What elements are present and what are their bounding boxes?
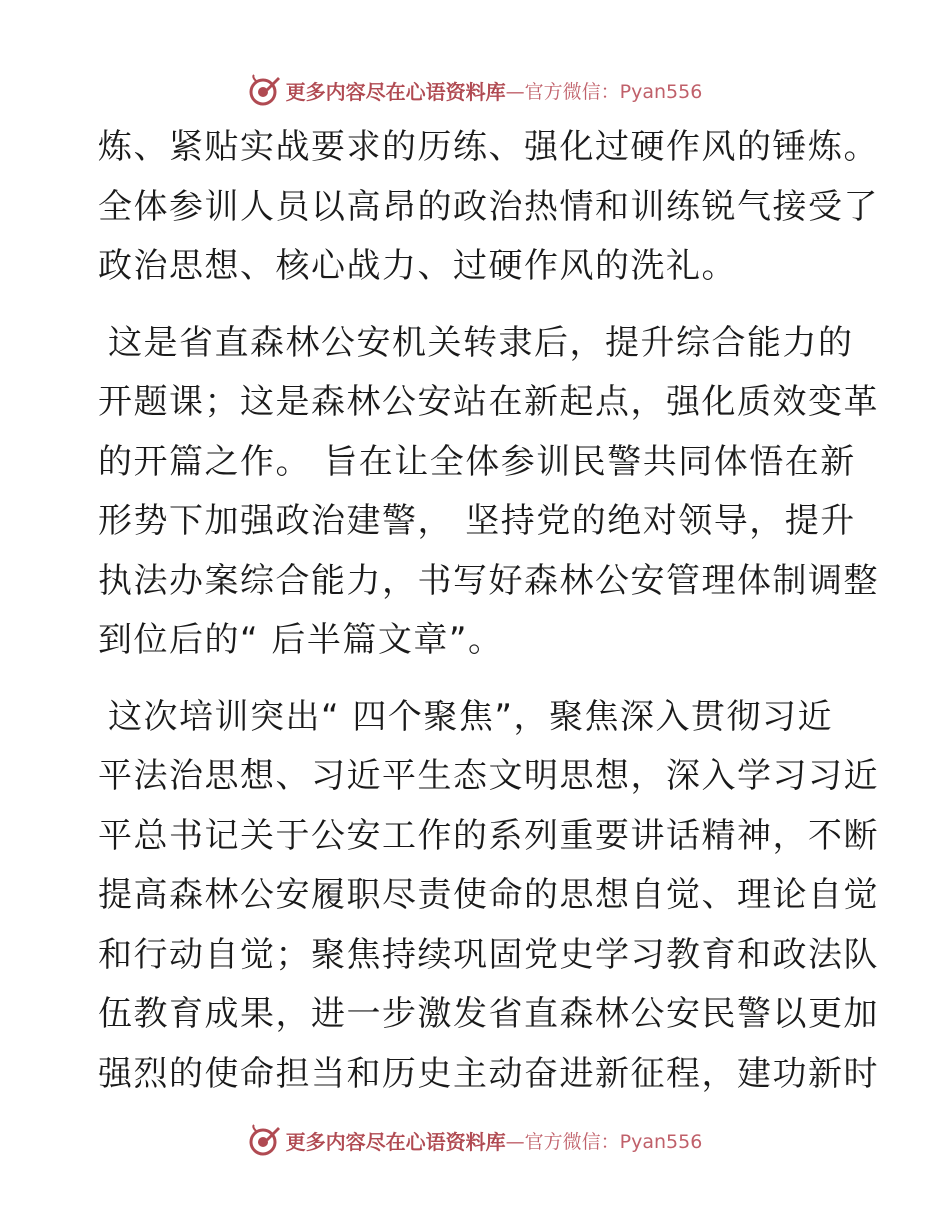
paragraph-1 (98, 118, 879, 297)
text-line: 这是省直森林公安机关转隶后，提升综合能力的 (108, 322, 854, 363)
text-line: 到位后的“ 后半篇文章”。 (98, 620, 504, 660)
document-body (98, 118, 879, 1104)
brand-logo-icon (248, 1123, 282, 1157)
text-line: 强烈的使命担当和历史主动奋进新征程，建功新时 (98, 1053, 879, 1094)
paragraph-2 (98, 314, 879, 671)
text-line: 政治思想、核心战力、过硬作风的洗礼。 (98, 246, 737, 286)
text-line: 形势下加强政治建警， 坚持党的绝对领导，提升 (98, 501, 856, 541)
brand-logo-icon (248, 73, 282, 107)
text-line: 提高森林公安履职尽责使命的思想自觉、理论自觉 (98, 875, 879, 915)
header-watermark-banner (0, 70, 950, 110)
text-line: 炼、紧贴实战要求的历练、强化过硬作风的锤炼。 (98, 127, 879, 167)
footer-official-account: —官方微信：Pyan556 (505, 1130, 703, 1153)
text-line: 这次培训突出“ 四个聚焦”，聚焦深入贯彻习近 (108, 696, 834, 737)
text-line: 平法治思想、习近平生态文明思想，深入学习习近 (98, 756, 879, 796)
text-line: 执法办案综合能力，书写好森林公安管理体制调整 (98, 560, 879, 601)
text-line: 的开篇之作。 旨在让全体参训民警共同体悟在新 (98, 441, 856, 482)
text-line: 平总书记关于公安工作的系列重要讲话精神，不断 (98, 815, 879, 856)
header-brand-text: 更多内容尽在心语资料库 (285, 79, 506, 104)
text-line: 全体参训人员以高昂的政治热情和训练锐气接受了 (98, 186, 879, 227)
paragraph-3 (98, 688, 879, 1105)
text-line: 和行动自觉；聚焦持续巩固党史学习教育和政法队 (98, 934, 879, 975)
footer-brand-text: 更多内容尽在心语资料库 (285, 1129, 506, 1154)
header-official-account: —官方微信：Pyan556 (505, 80, 703, 103)
text-line: 伍教育成果，进一步激发省直森林公安民警以更加 (98, 994, 879, 1034)
text-line: 开题课；这是森林公安站在新起点，强化质效变革 (98, 382, 879, 422)
footer-watermark-banner (0, 1120, 950, 1160)
